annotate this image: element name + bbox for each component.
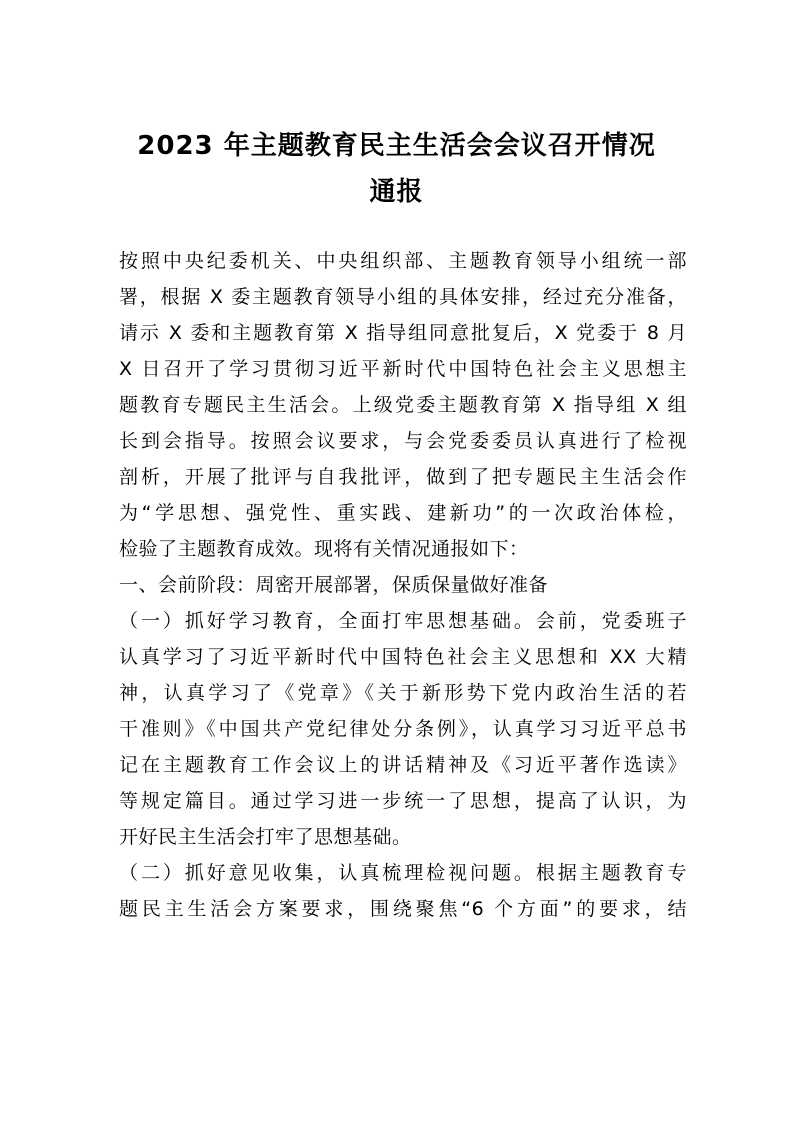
body-line: 为“学思想、强党性、重实践、建新功”的一次政治体检， xyxy=(119,502,687,524)
body-line: （二）抓好意见收集，认真梳理检视问题。根据主题教育专 xyxy=(119,862,687,884)
body-line: 记在主题教育工作会议上的讲话精神及《习近平著作选读》 xyxy=(119,754,687,776)
body-line: 署，根据 X 委主题教育领导小组的具体安排，经过充分准备， xyxy=(119,286,687,308)
body-line: 题民主生活会方案要求，围绕聚焦“6 个方面”的要求，结 xyxy=(119,898,687,920)
body-line: 长到会指导。按照会议要求，与会党委委员认真进行了检视 xyxy=(119,430,687,452)
body-line: 神，认真学习了《党章》《关于新形势下党内政治生活的若 xyxy=(119,682,687,704)
body-line: 检验了主题教育成效。现将有关情况通报如下： xyxy=(119,538,529,560)
body-line: 开好民主生活会打牢了思想基础。 xyxy=(119,826,412,848)
section-heading: 一、会前阶段：周密开展部署，保质保量做好准备 xyxy=(119,574,549,596)
body-line: 按照中央纪委机关、中央组织部、主题教育领导小组统一部 xyxy=(119,250,687,272)
document-body xyxy=(119,243,687,927)
document-title-line-2: 通报 xyxy=(369,177,424,207)
body-line: 题教育专题民主生活会。上级党委主题教育第 X 指导组 X 组 xyxy=(119,394,687,416)
body-line: X 日召开了学习贯彻习近平新时代中国特色社会主义思想主 xyxy=(119,358,687,380)
body-line: 剖析，开展了批评与自我批评，做到了把专题民主生活会作 xyxy=(119,466,687,488)
body-line: 认真学习了习近平新时代中国特色社会主义思想和 XX 大精 xyxy=(119,646,687,668)
document-title-line-1: 2023 年主题教育民主生活会会议召开情况 xyxy=(137,131,656,161)
body-line: 等规定篇目。通过学习进一步统一了思想，提高了认识，为 xyxy=(119,790,687,812)
body-line: 请示 X 委和主题教育第 X 指导组同意批复后，X 党委于 8 月 xyxy=(119,322,687,344)
body-line: 干准则》《中国共产党纪律处分条例》，认真学习习近平总书 xyxy=(119,718,687,740)
body-line: （一）抓好学习教育，全面打牢思想基础。会前，党委班子 xyxy=(119,610,687,632)
